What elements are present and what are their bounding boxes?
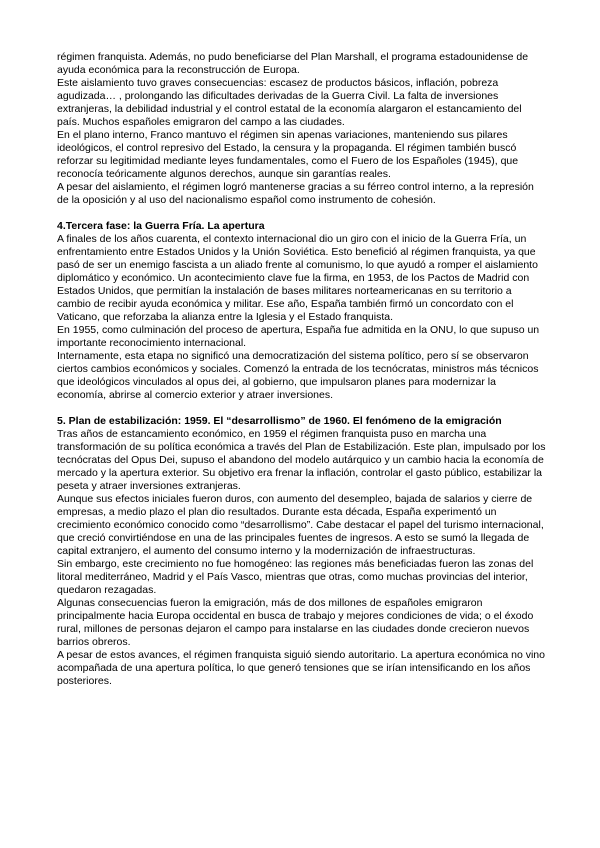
document-body (57, 51, 547, 688)
section-5 (57, 415, 547, 688)
paragraph: régimen franquista. Además, no pudo beneficiarse del Plan Marshall, el programa estadounidense de ayuda económica para la reconstrucción de Europa. (57, 51, 529, 76)
section-heading: 4.Tercera fase: la Guerra Fría. La apertura (57, 220, 265, 232)
section-spacer (57, 207, 547, 220)
paragraph: A finales de los años cuarenta, el contexto internacional dio un giro con el inicio de la Guerra Fría, un enfrentamiento entre Estados Unidos y la Unión Soviética. Esto benefició al régimen franquista, ya que pasó de ser un enemigo fascista a un aliado frente al comunismo, lo que ayudó a romper el aislamiento diplomático y económico. Un acontecimiento clave fue la firma, en 1953, de los Pactos de Madrid con Estados Unidos, que permitían la instalación de bases militares norteamericanas en su territorio a cambio de recibir ayuda económica y militar. Ese año, España también firmó un concordato con el Vaticano, que reforzaba la alianza entre la Iglesia y el Estado franquista. (57, 233, 538, 323)
paragraph: Internamente, esta etapa no significó una democratización del sistema político, pero sí se observaron ciertos cambios económicos y sociales. Comenzó la entrada de los tecnócratas, ministros más técnicos que ideológicos vinculados al opus dei, al gobierno, que impulsaron planes para modernizar la economía, abrirse al comercio exterior y atraer inversiones. (57, 350, 539, 401)
paragraph: A pesar del aislamiento, el régimen logró mantenerse gracias a su férreo control interno, a la represión de la oposición y al uso del nacionalismo español como instrumento de cohesión. (57, 181, 534, 206)
paragraph: Algunas consecuencias fueron la emigración, más de dos millones de españoles emigraron principalmente hacia Europa occidental en busca de trabajo y mejores condiciones de vida; o el éxodo rural, millones de personas dejaron el campo para instalarse en las ciudades donde crecieron nuevos barrios obreros. (57, 597, 534, 648)
section-intro (57, 51, 547, 207)
section-spacer (57, 402, 547, 415)
paragraph: Tras años de estancamiento económico, en 1959 el régimen franquista puso en marcha una transformación de su política económica a través del Plan de Estabilización. Este plan, impulsado por los tecnócratas del Opus Dei, supuso el abandono del modelo autárquico y un cambio hacia la economía de mercado y la apertura exterior. Su objetivo era frenar la inflación, controlar el gasto público, estabilizar la peseta y atraer inversiones extranjeras. (57, 428, 546, 492)
paragraph: Este aislamiento tuvo graves consecuencias: escasez de productos básicos, inflación, pobreza agudizada… , prolongando las dificultades derivadas de la Guerra Civil. La falta de inversiones extranjeras, la debilidad industrial y el control estatal de la economía alargaron el estancamiento del país. Muchos españoles emigraron del campo a las ciudades. (57, 77, 522, 128)
section-4 (57, 220, 547, 402)
paragraph: En 1955, como culminación del proceso de apertura, España fue admitida en la ONU, lo que supuso un importante reconocimiento internacional. (57, 324, 540, 349)
paragraph: A pesar de estos avances, el régimen franquista siguió siendo autoritario. La apertura económica no vino acompañada de una apertura política, lo que generó tensiones que se irían intensificando en los años posteriores. (57, 649, 545, 687)
paragraph: Aunque sus efectos iniciales fueron duros, con aumento del desempleo, bajada de salarios y cierre de empresas, a medio plazo el plan dio resultados. Durante esta década, España experimentó un crecimiento económico conocido como “desarrollismo”. Cabe destacar el papel del turismo internacional, que creció convirtiéndose en una de las principales fuentes de ingresos. A esto se sumó la llegada de capital extranjero, el aumento del consumo interno y la modernización de infraestructuras. (57, 493, 544, 557)
paragraph: En el plano interno, Franco mantuvo el régimen sin apenas variaciones, manteniendo sus pilares ideológicos, el control represivo del Estado, la censura y la propaganda. El régimen también buscó reforzar su legitimidad mediante leyes fundamentales, como el Fuero de los Españoles (1945), que reconocía teóricamente algunos derechos, aunque sin garantías reales. (57, 129, 519, 180)
section-heading: 5. Plan de estabilización: 1959. El “desarrollismo” de 1960. El fenómeno de la emigración (57, 415, 502, 427)
paragraph: Sin embargo, este crecimiento no fue homogéneo: las regiones más beneficiadas fueron las zonas del litoral mediterráneo, Madrid y el País Vasco, mientras que otras, como muchas provincias del interior, quedaron rezagadas. (57, 558, 534, 596)
